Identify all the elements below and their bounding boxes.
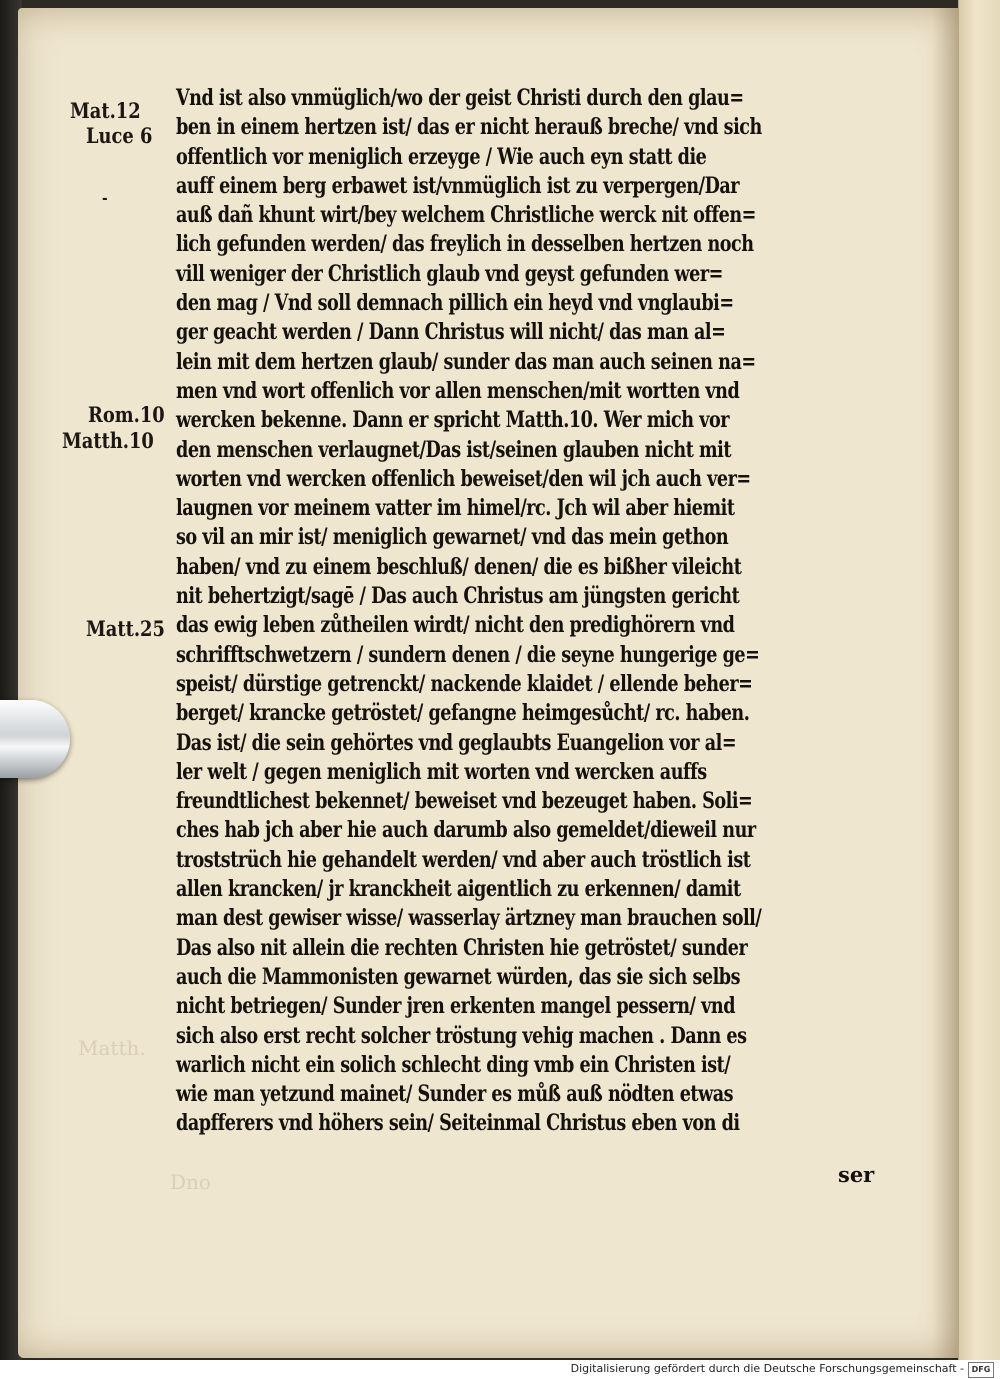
text-line: worten vnd wercken offenlich beweiset/den wil jch auch ver= [176, 465, 751, 492]
margin-note: Luce 6 [86, 123, 153, 148]
text-line: den menschen verlaugnet/Das ist/seinen glauben nicht mit [176, 436, 732, 463]
text-line: lein mit dem hertzen glaub/ sunder das man auch seinen na= [176, 348, 756, 375]
text-line: so vil an mir ist/ meniglich gewarnet/ vnd das mein gethon [176, 524, 729, 551]
funding-credit: Digitalisierung gefördert durch die Deutsche Forschungsgemeinschaft - [570, 1362, 964, 1375]
text-line: ches hab jch aber hie auch darumb also gemeldet/dieweil nur [176, 817, 756, 844]
text-line: men vnd wort offenlich vor allen menschen/mit wortten vnd [176, 377, 740, 404]
text-line: nicht betriegen/ Sunder jren erkenten mangel pessern/ vnd [176, 993, 736, 1020]
text-line: schrifftschwetzern / sundern denen / die seyne hungerige ge= [176, 641, 760, 668]
text-line: dapfferers vnd höhers sein/ Seiteinmal Christus eben von di [176, 1110, 740, 1137]
text-line: ben in einem hertzen ist/ das er nicht herauß breche/ vnd sich [176, 114, 762, 141]
margin-note: Mat.12 [70, 98, 141, 123]
text-line: berget/ krancke getröstet/ gefangne heimgesůcht/ rc. haben. [176, 700, 750, 727]
text-line: Das also nit allein die rechten Christen hie getröstet/ sunder [176, 934, 748, 961]
body-text [176, 84, 866, 1139]
text-line: haben/ vnd zu einem beschluß/ denen/ die es bißher vileicht [176, 553, 742, 580]
text-line: nit behertzigt/sagē / Das auch Christus am jüngsten gericht [176, 583, 740, 610]
catchword: ser [838, 1162, 875, 1187]
text-line: auff einem berg erbawet ist/vnmüglich ist zu verpergen/Dar [176, 172, 740, 199]
text-line: das ewig leben zůtheilen wirdt/ nicht den predighörern vnd [176, 612, 735, 639]
text-line: lich gefunden werden/ das freylich in desselben hertzen noch [176, 231, 754, 258]
adjacent-page-edge [958, 0, 1000, 1360]
text-line: man dest gewiser wisse/ wasserlay ärtzney man brauchen soll/ [176, 905, 762, 932]
text-line: offentlich vor meniglich erzeyge / Wie auch eyn statt die [176, 143, 707, 170]
margin-note: Matth.10 [62, 428, 154, 453]
show-through-text: Matth. [78, 1036, 146, 1060]
text-line: wercken bekenne. Dann er spricht Matth.10. Wer mich vor [176, 407, 730, 434]
margin-note: Rom.10 [88, 402, 165, 427]
text-line: Vnd ist also vnmüglich/wo der geist Christi durch den glau= [176, 85, 744, 111]
text-line: vill weniger der Christlich glaub vnd geyst gefunden wer= [176, 260, 723, 287]
margin-note: - [102, 188, 108, 207]
text-line: ger geacht werden / Dann Christus will nicht/ das man al= [176, 319, 726, 346]
show-through-text: Dno [170, 1170, 211, 1194]
text-line: allen krancken/ jr kranckheit aigentlich zu erkennen/ damit [176, 876, 741, 903]
text-line: wie man yetzund mainet/ Sunder es můß auß nödten etwas [176, 1081, 734, 1108]
text-line: speist/ dürstige getrenckt/ nackende klaidet / ellende beher= [176, 670, 753, 697]
text-line: sich also erst recht solcher tröstung vehig machen . Dann es [176, 1022, 747, 1049]
text-line: laugnen vor meinem vatter im himel/rc. Jch wil aber hiemit [176, 495, 735, 522]
text-line: warlich nicht ein solich schlecht ding vmb ein Christen ist/ [176, 1051, 731, 1078]
dfg-logo-icon: DFG [968, 1362, 994, 1378]
text-line: Das ist/ die sein gehörtes vnd geglaubts Euangelion vor al= [176, 729, 737, 756]
text-line: auß dañ khunt wirt/bey welchem Christliche werck nit offen= [176, 202, 756, 229]
text-line: den mag / Vnd soll demnach pillich ein heyd vnd vnglaubi= [176, 290, 734, 317]
text-line: ler welt / gegen meniglich mit worten vnd wercken auffs [176, 758, 707, 785]
text-line: troststrüch hie gehandelt werden/ vnd aber auch tröstlich ist [176, 846, 751, 873]
text-line: auch die Mammonisten gewarnet würden, das sie sich selbs [176, 963, 741, 990]
text-line: freundtlichest bekennet/ beweiset vnd bezeuget haben. Soli= [176, 788, 753, 815]
margin-note: Matt.25 [86, 616, 165, 641]
